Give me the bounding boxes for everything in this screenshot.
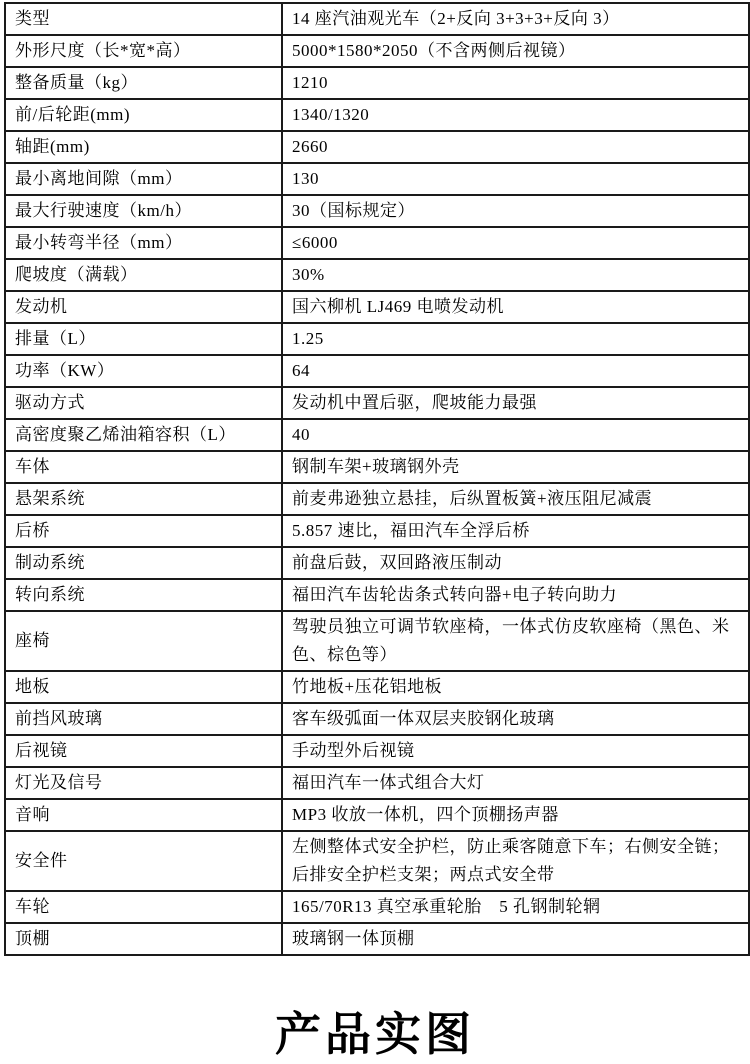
table-row bbox=[5, 611, 749, 671]
table-row bbox=[5, 323, 749, 355]
table-row bbox=[5, 99, 749, 131]
table-row bbox=[5, 419, 749, 451]
table-row bbox=[5, 703, 749, 735]
spec-value: 钢制车架+玻璃钢外壳 bbox=[282, 451, 749, 483]
table-row bbox=[5, 163, 749, 195]
spec-value: 前盘后鼓，双回路液压制动 bbox=[282, 547, 749, 579]
spec-label: 整备质量（kg） bbox=[5, 67, 282, 99]
spec-label: 后视镜 bbox=[5, 735, 282, 767]
table-row bbox=[5, 671, 749, 703]
spec-value: ≤6000 bbox=[282, 227, 749, 259]
table-row bbox=[5, 291, 749, 323]
spec-value: 165/70R13 真空承重轮胎 5 孔钢制轮辋 bbox=[282, 891, 749, 923]
table-row bbox=[5, 735, 749, 767]
spec-value: 前麦弗逊独立悬挂，后纵置板簧+液压阻尼减震 bbox=[282, 483, 749, 515]
spec-label: 前挡风玻璃 bbox=[5, 703, 282, 735]
section-title-product-photos: 产品实图 bbox=[275, 1008, 475, 1060]
spec-sheet-page bbox=[0, 2, 750, 1060]
spec-value: 14 座汽油观光车（2+反向 3+3+3+反向 3） bbox=[282, 3, 749, 35]
spec-value: 64 bbox=[282, 355, 749, 387]
spec-label: 驱动方式 bbox=[5, 387, 282, 419]
table-row bbox=[5, 767, 749, 799]
spec-table bbox=[4, 2, 750, 956]
table-row bbox=[5, 195, 749, 227]
spec-label: 车体 bbox=[5, 451, 282, 483]
spec-label: 顶棚 bbox=[5, 923, 282, 955]
spec-label: 悬架系统 bbox=[5, 483, 282, 515]
table-row bbox=[5, 355, 749, 387]
spec-label: 前/后轮距(mm) bbox=[5, 99, 282, 131]
spec-value: 发动机中置后驱，爬坡能力最强 bbox=[282, 387, 749, 419]
table-row bbox=[5, 799, 749, 831]
spec-label: 轴距(mm) bbox=[5, 131, 282, 163]
spec-label: 排量（L） bbox=[5, 323, 282, 355]
spec-label: 安全件 bbox=[5, 831, 282, 891]
spec-value: 左侧整体式安全护栏，防止乘客随意下车；右侧安全链；后排安全护栏支架；两点式安全带 bbox=[282, 831, 749, 891]
spec-label: 制动系统 bbox=[5, 547, 282, 579]
spec-label: 最大行驶速度（km/h） bbox=[5, 195, 282, 227]
spec-value: 5.857 速比，福田汽车全浮后桥 bbox=[282, 515, 749, 547]
table-row bbox=[5, 579, 749, 611]
spec-label: 功率（KW） bbox=[5, 355, 282, 387]
spec-value: 驾驶员独立可调节软座椅，一体式仿皮软座椅（黑色、米色、棕色等） bbox=[282, 611, 749, 671]
spec-label: 爬坡度（满载） bbox=[5, 259, 282, 291]
spec-label: 车轮 bbox=[5, 891, 282, 923]
spec-label: 最小转弯半径（mm） bbox=[5, 227, 282, 259]
table-row bbox=[5, 923, 749, 955]
spec-value: 玻璃钢一体顶棚 bbox=[282, 923, 749, 955]
spec-value: 国六柳机 LJ469 电喷发动机 bbox=[282, 291, 749, 323]
spec-value: 5000*1580*2050（不含两侧后视镜） bbox=[282, 35, 749, 67]
table-row bbox=[5, 387, 749, 419]
table-row bbox=[5, 35, 749, 67]
spec-value: 2660 bbox=[282, 131, 749, 163]
spec-value: 30% bbox=[282, 259, 749, 291]
table-row bbox=[5, 227, 749, 259]
table-row bbox=[5, 451, 749, 483]
spec-label: 转向系统 bbox=[5, 579, 282, 611]
spec-value: MP3 收放一体机，四个顶棚扬声器 bbox=[282, 799, 749, 831]
spec-label: 外形尺度（长*宽*高） bbox=[5, 35, 282, 67]
spec-label: 座椅 bbox=[5, 611, 282, 671]
spec-value: 40 bbox=[282, 419, 749, 451]
spec-value: 福田汽车一体式组合大灯 bbox=[282, 767, 749, 799]
spec-value: 1210 bbox=[282, 67, 749, 99]
spec-label: 最小离地间隙（mm） bbox=[5, 163, 282, 195]
table-row bbox=[5, 131, 749, 163]
spec-label: 发动机 bbox=[5, 291, 282, 323]
table-row bbox=[5, 3, 749, 35]
table-row bbox=[5, 547, 749, 579]
table-row bbox=[5, 831, 749, 891]
spec-label: 音响 bbox=[5, 799, 282, 831]
table-row bbox=[5, 259, 749, 291]
spec-value: 手动型外后视镜 bbox=[282, 735, 749, 767]
spec-label: 灯光及信号 bbox=[5, 767, 282, 799]
spec-table-body bbox=[5, 3, 749, 955]
spec-value: 1.25 bbox=[282, 323, 749, 355]
spec-label: 高密度聚乙烯油箱容积（L） bbox=[5, 419, 282, 451]
spec-value: 1340/1320 bbox=[282, 99, 749, 131]
spec-value: 福田汽车齿轮齿条式转向器+电子转向助力 bbox=[282, 579, 749, 611]
spec-value: 30（国标规定） bbox=[282, 195, 749, 227]
table-row bbox=[5, 67, 749, 99]
table-row bbox=[5, 483, 749, 515]
table-row bbox=[5, 891, 749, 923]
spec-label: 地板 bbox=[5, 671, 282, 703]
spec-value: 130 bbox=[282, 163, 749, 195]
spec-value: 客车级弧面一体双层夹胶钢化玻璃 bbox=[282, 703, 749, 735]
spec-value: 竹地板+压花铝地板 bbox=[282, 671, 749, 703]
spec-label: 类型 bbox=[5, 3, 282, 35]
table-row bbox=[5, 515, 749, 547]
spec-label: 后桥 bbox=[5, 515, 282, 547]
